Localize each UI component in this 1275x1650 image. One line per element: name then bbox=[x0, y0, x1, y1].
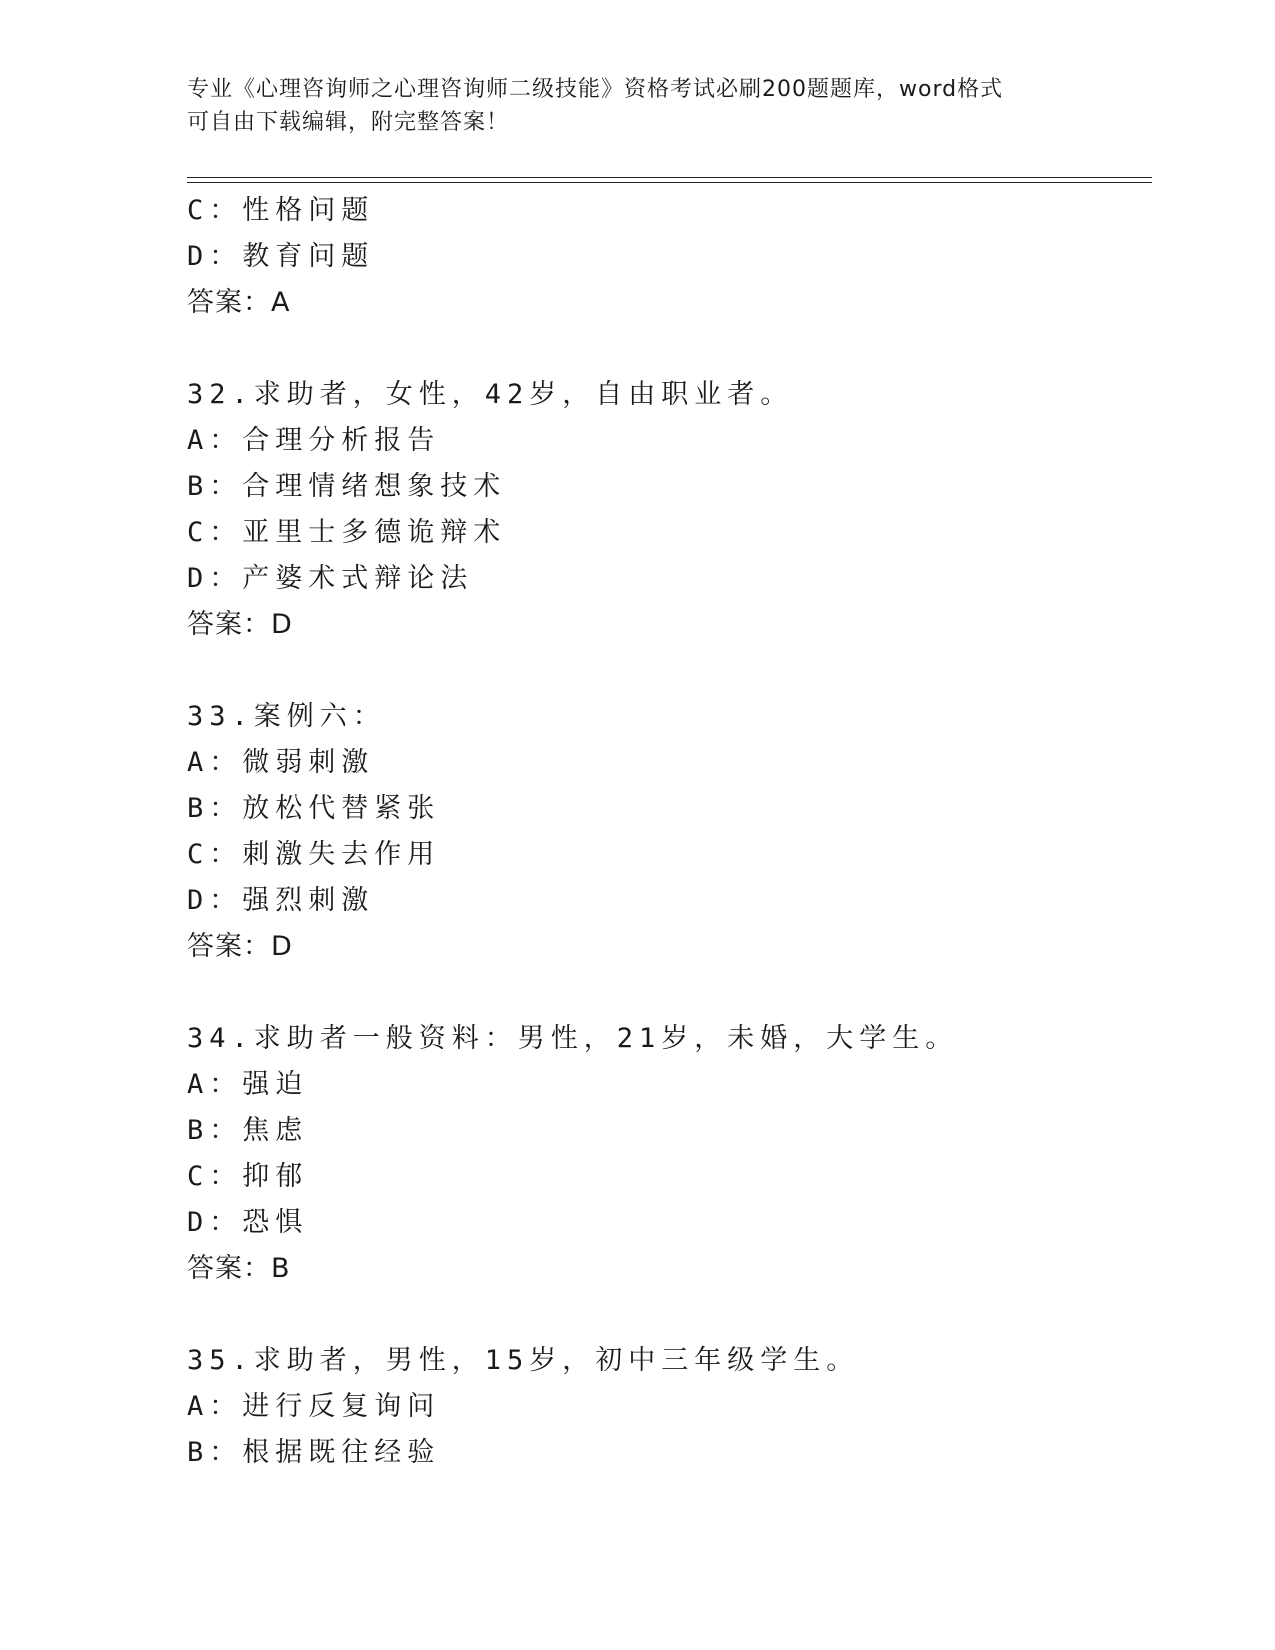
header-line-1: 专业《心理咨询师之心理咨询师二级技能》资格考试必刷200题题库，word格式 bbox=[187, 77, 1004, 102]
option-d: D：产婆术式辩论法 bbox=[187, 563, 474, 594]
option-b: B：合理情绪想象技术 bbox=[187, 471, 507, 502]
option-a: A：微弱刺激 bbox=[187, 747, 375, 778]
question-list bbox=[187, 188, 1152, 1476]
question-stem: 33.案例六： bbox=[187, 701, 386, 732]
question-block-34 bbox=[187, 1016, 1152, 1292]
option-b: B：焦虑 bbox=[187, 1115, 309, 1146]
answer-line: 答案：D bbox=[187, 931, 293, 962]
header-rule-top bbox=[187, 177, 1152, 178]
question-block-33 bbox=[187, 694, 1152, 970]
option-b: B：放松代替紧张 bbox=[187, 793, 441, 824]
option-d: D：教育问题 bbox=[187, 241, 375, 272]
answer-line: 答案：B bbox=[187, 1253, 291, 1284]
option-c: C：刺激失去作用 bbox=[187, 839, 441, 870]
question-block-35 bbox=[187, 1338, 1152, 1476]
question-block-prev bbox=[187, 188, 1152, 326]
question-stem: 32.求助者，女性，42岁，自由职业者。 bbox=[187, 379, 794, 410]
option-d: D：恐惧 bbox=[187, 1207, 309, 1238]
header-line-2: 可自由下载编辑，附完整答案！ bbox=[187, 110, 510, 135]
option-c: C：亚里士多德诡辩术 bbox=[187, 517, 507, 548]
option-b: B：根据既往经验 bbox=[187, 1437, 441, 1468]
option-c: C：抑郁 bbox=[187, 1161, 309, 1192]
question-block-32 bbox=[187, 372, 1152, 648]
page-header bbox=[187, 73, 1067, 139]
answer-line: 答案：A bbox=[187, 287, 291, 318]
answer-line: 答案：D bbox=[187, 609, 293, 640]
question-stem: 34.求助者一般资料：男性，21岁，未婚，大学生。 bbox=[187, 1023, 959, 1054]
option-c: C：性格问题 bbox=[187, 195, 375, 226]
option-a: A：合理分析报告 bbox=[187, 425, 441, 456]
option-a: A：进行反复询问 bbox=[187, 1391, 441, 1422]
header-rule-bottom bbox=[187, 182, 1152, 183]
option-a: A：强迫 bbox=[187, 1069, 309, 1100]
question-stem: 35.求助者，男性，15岁，初中三年级学生。 bbox=[187, 1345, 860, 1376]
option-d: D：强烈刺激 bbox=[187, 885, 375, 916]
